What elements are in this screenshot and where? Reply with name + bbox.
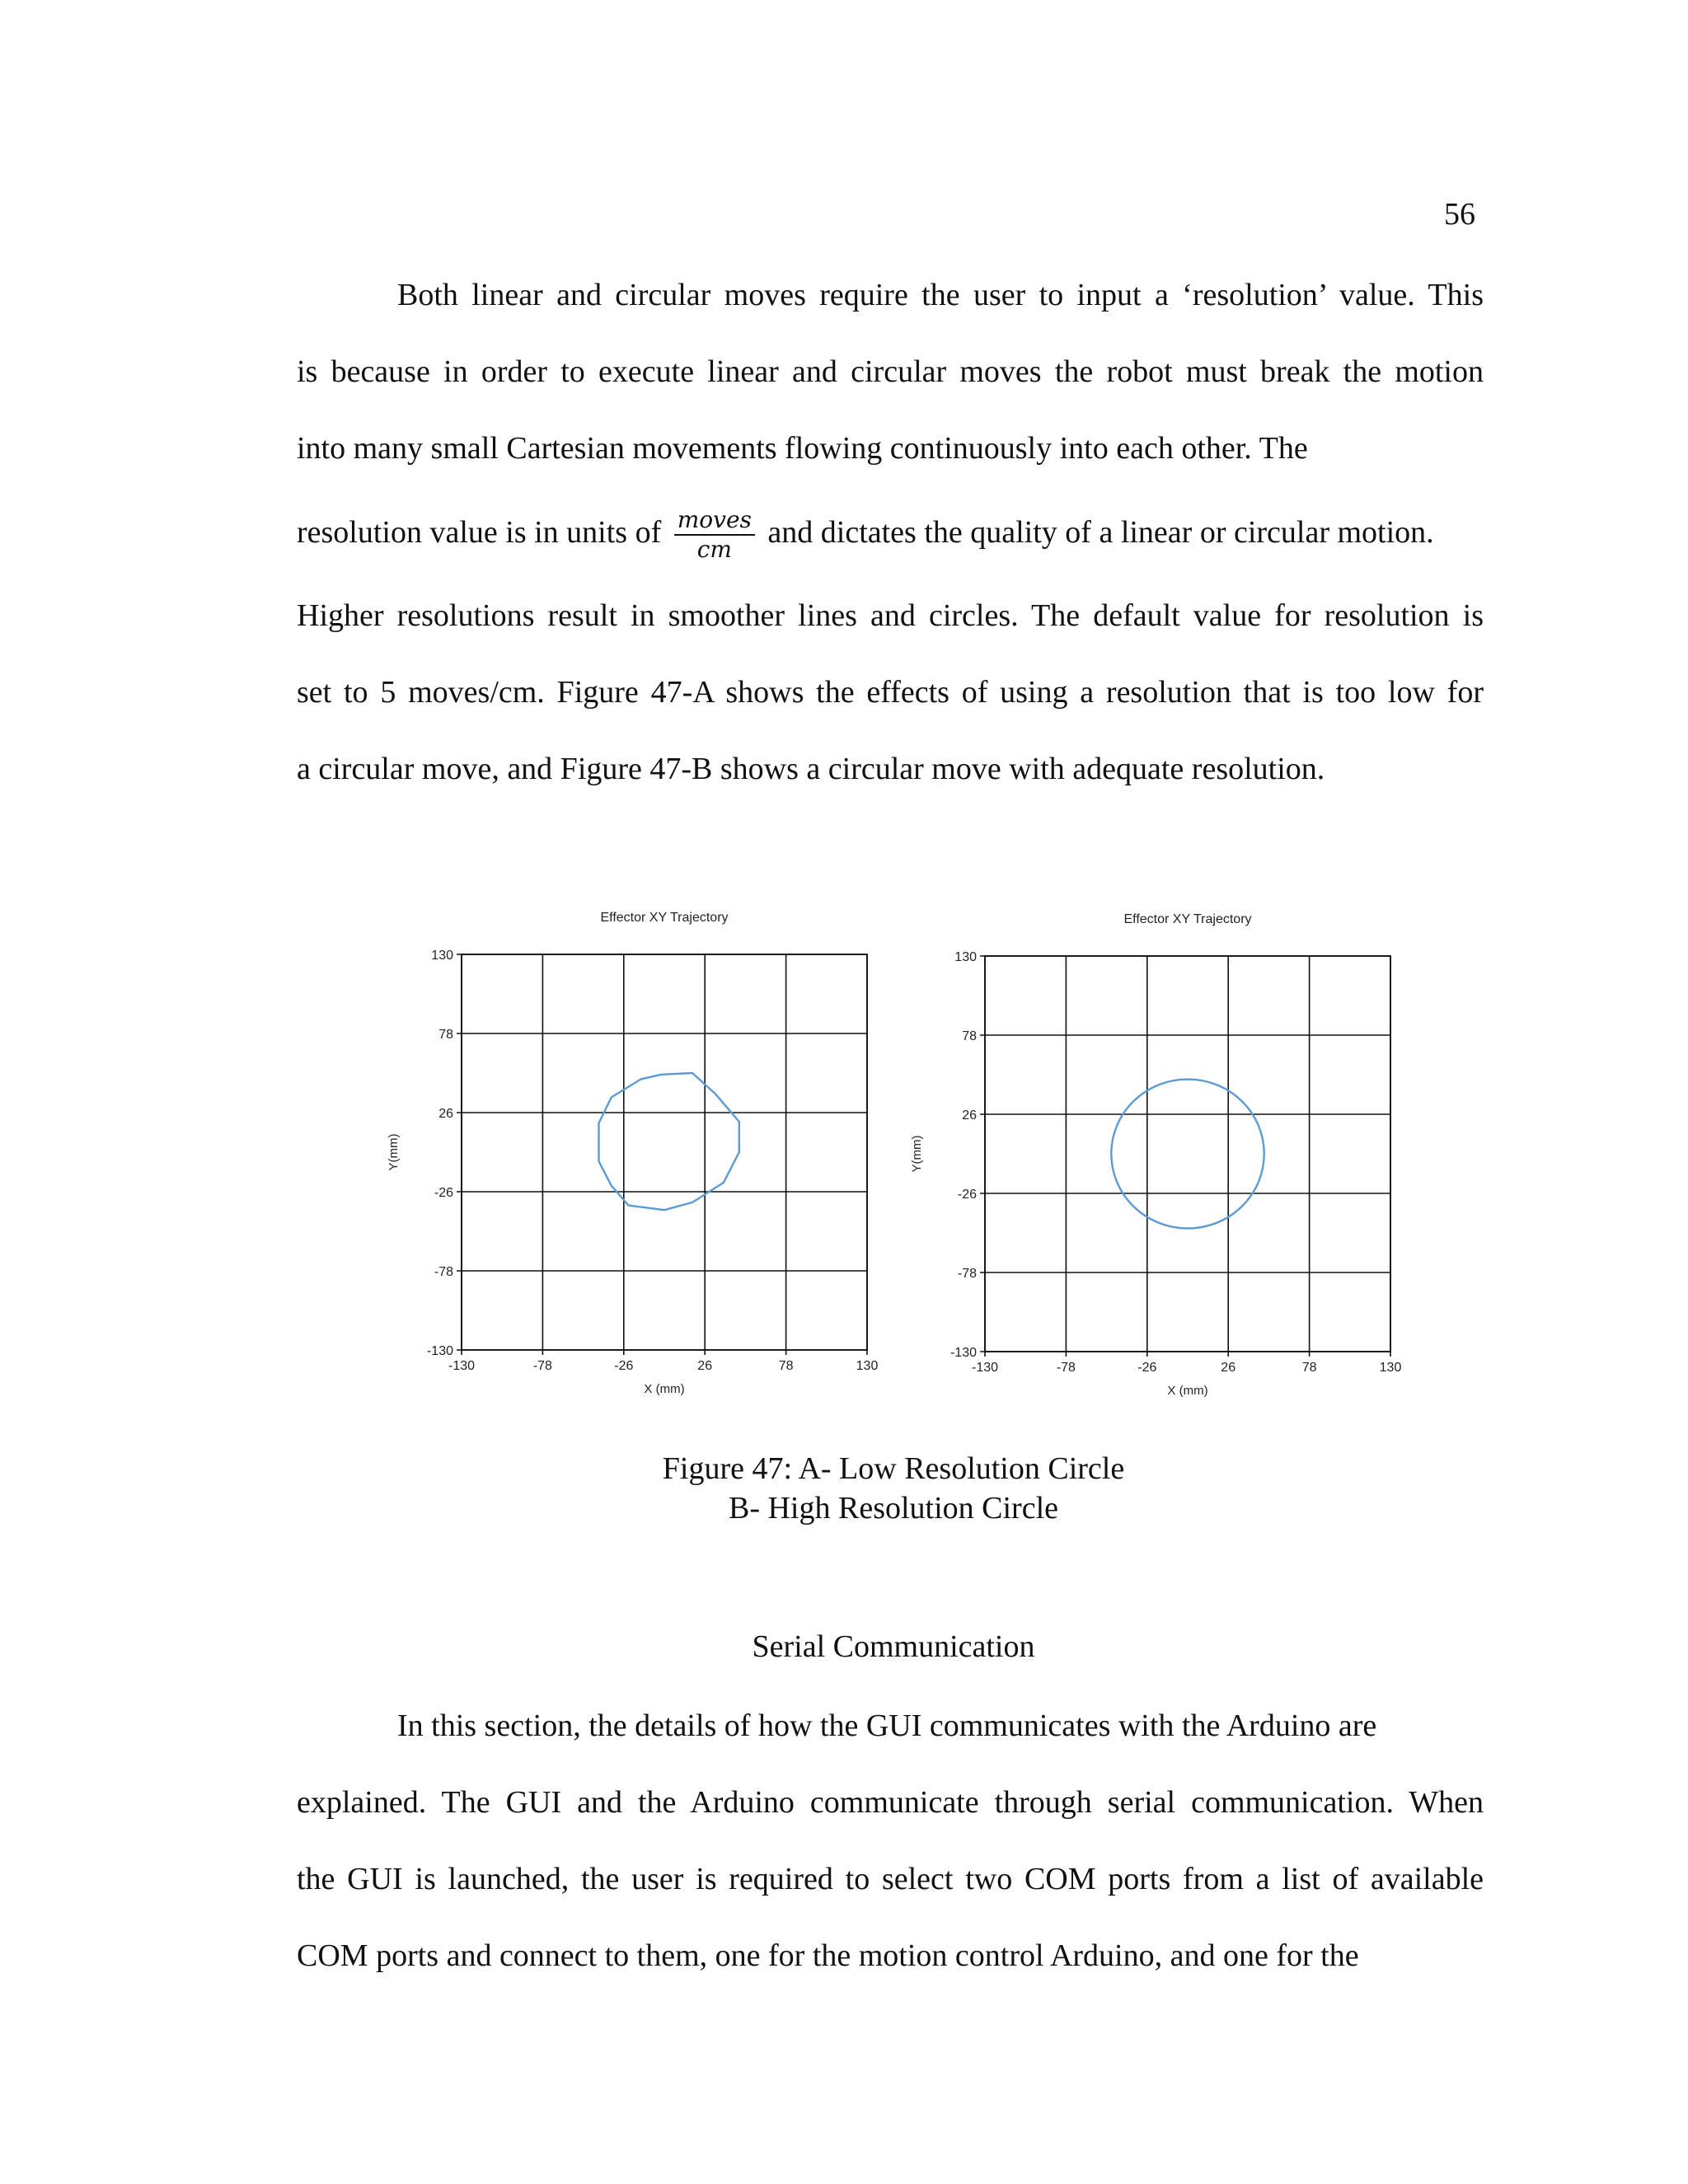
chart-b-y-axis-label: Y(mm) bbox=[910, 1135, 924, 1173]
paragraph-line: a circular move, and Figure 47-B shows a circular move with adequate resolution. bbox=[297, 752, 1325, 786]
paragraph-line: the GUI is launched, the user is required to select two COM ports from a list of available bbox=[297, 1862, 1484, 1896]
chart-a-x-tick-label: 26 bbox=[697, 1359, 713, 1373]
units-fraction bbox=[674, 506, 755, 564]
chart-b-y-tick-label: 78 bbox=[962, 1029, 977, 1043]
chart-a-x-tick-label: -130 bbox=[448, 1359, 476, 1373]
chart-a-trajectory-line bbox=[599, 1073, 739, 1210]
paragraph-line: set to 5 moves/cm. Figure 47-A shows the effects of using a resolution that is too low for bbox=[297, 675, 1484, 710]
chart-high-resolution bbox=[903, 900, 1414, 1411]
chart-b-x-tick-label: -78 bbox=[1056, 1361, 1076, 1375]
chart-a-x-tick-label: -26 bbox=[614, 1359, 634, 1373]
chart-b-x-tick-label: 78 bbox=[1301, 1361, 1317, 1375]
line-text-after-fraction: and dictates the quality of a linear or circular motion. bbox=[767, 515, 1434, 550]
chart-b-x-tick-label: -130 bbox=[971, 1361, 999, 1375]
chart-a-y-tick-label: 26 bbox=[438, 1107, 453, 1121]
chart-a-plot-frame bbox=[462, 954, 867, 1350]
fraction-numerator: moves bbox=[674, 506, 755, 536]
chart-b-y-tick-label: -26 bbox=[957, 1188, 977, 1202]
chart-a-y-tick-label: -26 bbox=[434, 1186, 453, 1200]
paragraph-serial bbox=[297, 1688, 1484, 1994]
paragraph-line-with-fraction bbox=[297, 487, 1484, 578]
line-text-before-fraction: resolution value is in units of bbox=[297, 515, 662, 550]
page-number: 56 bbox=[1444, 197, 1475, 232]
paragraph-line: In this section, the details of how the GUI communicates with the Arduino are bbox=[397, 1708, 1377, 1743]
fraction-denominator: cm bbox=[696, 536, 732, 564]
chart-b-title: Effector XY Trajectory bbox=[1123, 912, 1252, 926]
chart-a-y-tick-label: 130 bbox=[431, 949, 453, 963]
chart-b-x-tick-label: 130 bbox=[1379, 1361, 1402, 1375]
paragraph-line: into many small Cartesian movements flowing continuously into each other. The bbox=[297, 431, 1308, 466]
chart-a-y-axis-label: Y(mm) bbox=[387, 1133, 401, 1171]
paragraph-line: is because in order to execute linear and circular moves the robot must break the motion bbox=[297, 354, 1484, 389]
chart-b-y-tick-label: 26 bbox=[962, 1108, 977, 1122]
chart-a-x-axis-label: X (mm) bbox=[644, 1382, 685, 1396]
paragraph-line: Both linear and circular moves require the user to input a ‘resolution’ value. This bbox=[397, 278, 1484, 312]
figure-caption bbox=[0, 1449, 1688, 1528]
caption-line-1: Figure 47: A- Low Resolution Circle bbox=[662, 1451, 1125, 1486]
chart-a-x-tick-label: 78 bbox=[778, 1359, 794, 1373]
chart-b-x-tick-label: -26 bbox=[1137, 1361, 1157, 1375]
chart-a-x-tick-label: 130 bbox=[856, 1359, 879, 1373]
chart-a-title: Effector XY Trajectory bbox=[600, 911, 729, 925]
caption-line-2: B- High Resolution Circle bbox=[728, 1491, 1059, 1526]
paragraph-resolution bbox=[297, 257, 1484, 808]
chart-a-y-tick-label: -130 bbox=[426, 1344, 453, 1358]
chart-b-y-tick-label: 130 bbox=[954, 950, 977, 964]
chart-b-y-tick-label: -130 bbox=[950, 1346, 977, 1360]
chart-a-y-tick-label: 78 bbox=[438, 1028, 453, 1042]
chart-low-resolution bbox=[379, 898, 890, 1409]
chart-b-y-tick-label: -78 bbox=[957, 1267, 977, 1281]
chart-b-plot-frame bbox=[985, 956, 1390, 1352]
chart-b-trajectory-circle bbox=[1111, 1080, 1264, 1229]
section-heading: Serial Communication bbox=[752, 1629, 1035, 1664]
chart-b-x-axis-label: X (mm) bbox=[1167, 1384, 1208, 1398]
chart-b-x-tick-label: 26 bbox=[1221, 1361, 1236, 1375]
paragraph-line: explained. The GUI and the Arduino communicate through serial communication. When bbox=[297, 1785, 1484, 1820]
paragraph-line: COM ports and connect to them, one for the motion control Arduino, and one for the bbox=[297, 1938, 1359, 1973]
chart-a-y-tick-label: -78 bbox=[434, 1265, 453, 1279]
chart-a-x-tick-label: -78 bbox=[532, 1359, 552, 1373]
paragraph-line: Higher resolutions result in smoother lines and circles. The default value for resolution is bbox=[297, 598, 1484, 633]
